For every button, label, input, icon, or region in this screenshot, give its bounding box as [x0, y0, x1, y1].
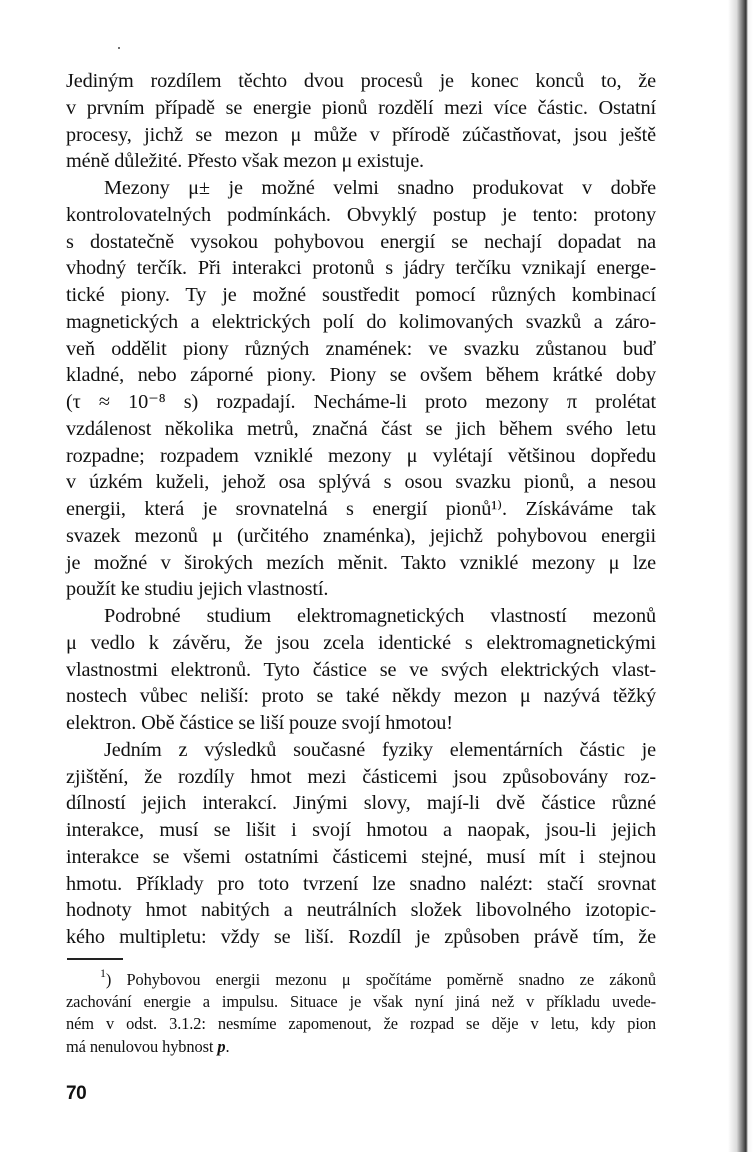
text-line: Jediným rozdílem těchto dvou procesů je konec konců to, že — [66, 70, 656, 92]
text-line: hmotu. Příklady pro toto tvrzení lze snadno nalézt: stačí srovnat — [66, 872, 656, 895]
text-line: kladné, nebo záporné piony. Piony se ovšem během krátké doby — [66, 364, 656, 387]
text-line: elektron. Obě částice se liší pouze svojí hmotou! — [66, 712, 453, 734]
text-line: v úzkém kuželi, jehož osa splývá s osou svazku pionů, a nesou — [66, 471, 656, 494]
text-line: energii, která je srovnatelná s energií pionů¹⁾. Získáváme tak — [66, 498, 656, 520]
text-line: kého multipletu: vždy se liší. Rozdíl je způsoben právě tím, že — [66, 926, 656, 948]
text-line: vhodný terčík. Při interakci protonů s jádry terčíku vznikají energe- — [66, 257, 656, 280]
text-line: procesy, jichž se mezon μ může v přírodě zúčastňovat, jsou ještě — [66, 123, 656, 146]
paragraph-1 — [66, 68, 656, 175]
page-number: 70 — [66, 1083, 87, 1104]
text-line: Podrobné studium elektromagnetických vlastností mezonů — [104, 605, 656, 627]
text-line: dílností jejich interakcí. Jinými slovy, mají-li dvě částice různé — [66, 792, 656, 815]
footnote-marker: $^1$) — [100, 965, 112, 989]
text-line: nostech vůbec neliší: proto se také někdy mezon μ nazývá těžký — [66, 685, 656, 708]
text-line: kontrolovatelných podmínkách. Obvyklý postup je tento: protony — [66, 203, 656, 226]
text-line: magnetických a elektrických polí do kolimovaných svazků a záro- — [66, 310, 656, 333]
text-line: je možné v širokých mezích měnit. Takto vzniklé mezony μ lze — [66, 551, 656, 574]
footnote-line: ném v odst. 3.1.2: nesmíme zapomenout, že rozpad se děje v letu, kdy pion — [66, 1014, 656, 1034]
text-line: (τ ≈ 10⁻⁸ s) rozpadají. Necháme-li proto mezony π prolétat — [66, 391, 656, 413]
text-line: vzdálenost několika metrů, značná část se jich během svého letu — [66, 417, 656, 440]
footnote-line — [66, 965, 656, 991]
text-line: méně důležité. Přesto však mezon μ existuje. — [66, 150, 424, 173]
footnote-line — [66, 1036, 656, 1058]
paragraph-3 — [66, 603, 656, 737]
text-line: v prvním případě se energie pionů rozdělí mezi více částic. Ostatní — [66, 96, 656, 119]
text-line: vlastnostmi elektronů. Tyto částice se ve svých elektrických vlast- — [66, 658, 656, 681]
momentum-symbol: p — [217, 1036, 226, 1056]
text-line: zjištění, že rozdíly hmot mezi částicemi jsou způsobovány roz- — [66, 765, 656, 788]
footnote-marker-number: 1 — [100, 965, 106, 980]
text-line: veň oddělit piony různých znamének: ve svazku zůstanou buď — [66, 337, 656, 360]
text-line: μ vedlo k závěru, že jsou zcela identické s elektromagnetickými — [66, 631, 656, 654]
speck-mark — [118, 47, 120, 49]
text-line: interakce, musí se lišit i svojí hmotou a naopak, jsou-li jejich — [66, 819, 656, 841]
paragraph-4 — [66, 737, 656, 951]
main-text — [66, 68, 656, 951]
text-line: interakce se všemi ostatními částicemi stejné, musí mít i stejnou — [66, 845, 656, 868]
text-line: použít ke studiu jejich vlastností. — [66, 578, 329, 601]
text-line: svazek mezonů μ (určitého znaménka), jejichž pohybovou energii — [66, 524, 656, 547]
text-line: rozpadne; rozpadem vzniklé mezony μ vylétají většinou dopředu — [66, 444, 656, 467]
paragraph-2 — [66, 175, 656, 603]
text-line: Mezony μ± je možné velmi snadno produkovat v dobře — [104, 177, 656, 199]
footnote-separator — [67, 958, 123, 960]
text-line: s dostatečně vysokou pohybovou energií se nechají dopadat na — [66, 230, 656, 253]
footnote-text: Pohybovou energii mezonu μ spočítáme poměrně snadno ze zákonů — [126, 970, 656, 989]
scan-edge-shadow — [728, 0, 753, 1152]
footnote-text: má nenulovou hybnost — [66, 1036, 214, 1056]
footnote-line: zachování energie a impulsu. Situace je však nyní jiná než v příkladu uvede- — [66, 992, 656, 1012]
footnote-period: . — [225, 1036, 230, 1056]
footnote — [66, 965, 656, 1058]
text-line: tické piony. Ty je možné soustředit pomocí různých kombinací — [66, 284, 656, 306]
text-line: Jedním z výsledků současné fyziky elementárních částic je — [104, 738, 656, 761]
text-line: hodnoty hmot nabitých a neutrálních složek libovolného izotopic- — [66, 899, 656, 922]
